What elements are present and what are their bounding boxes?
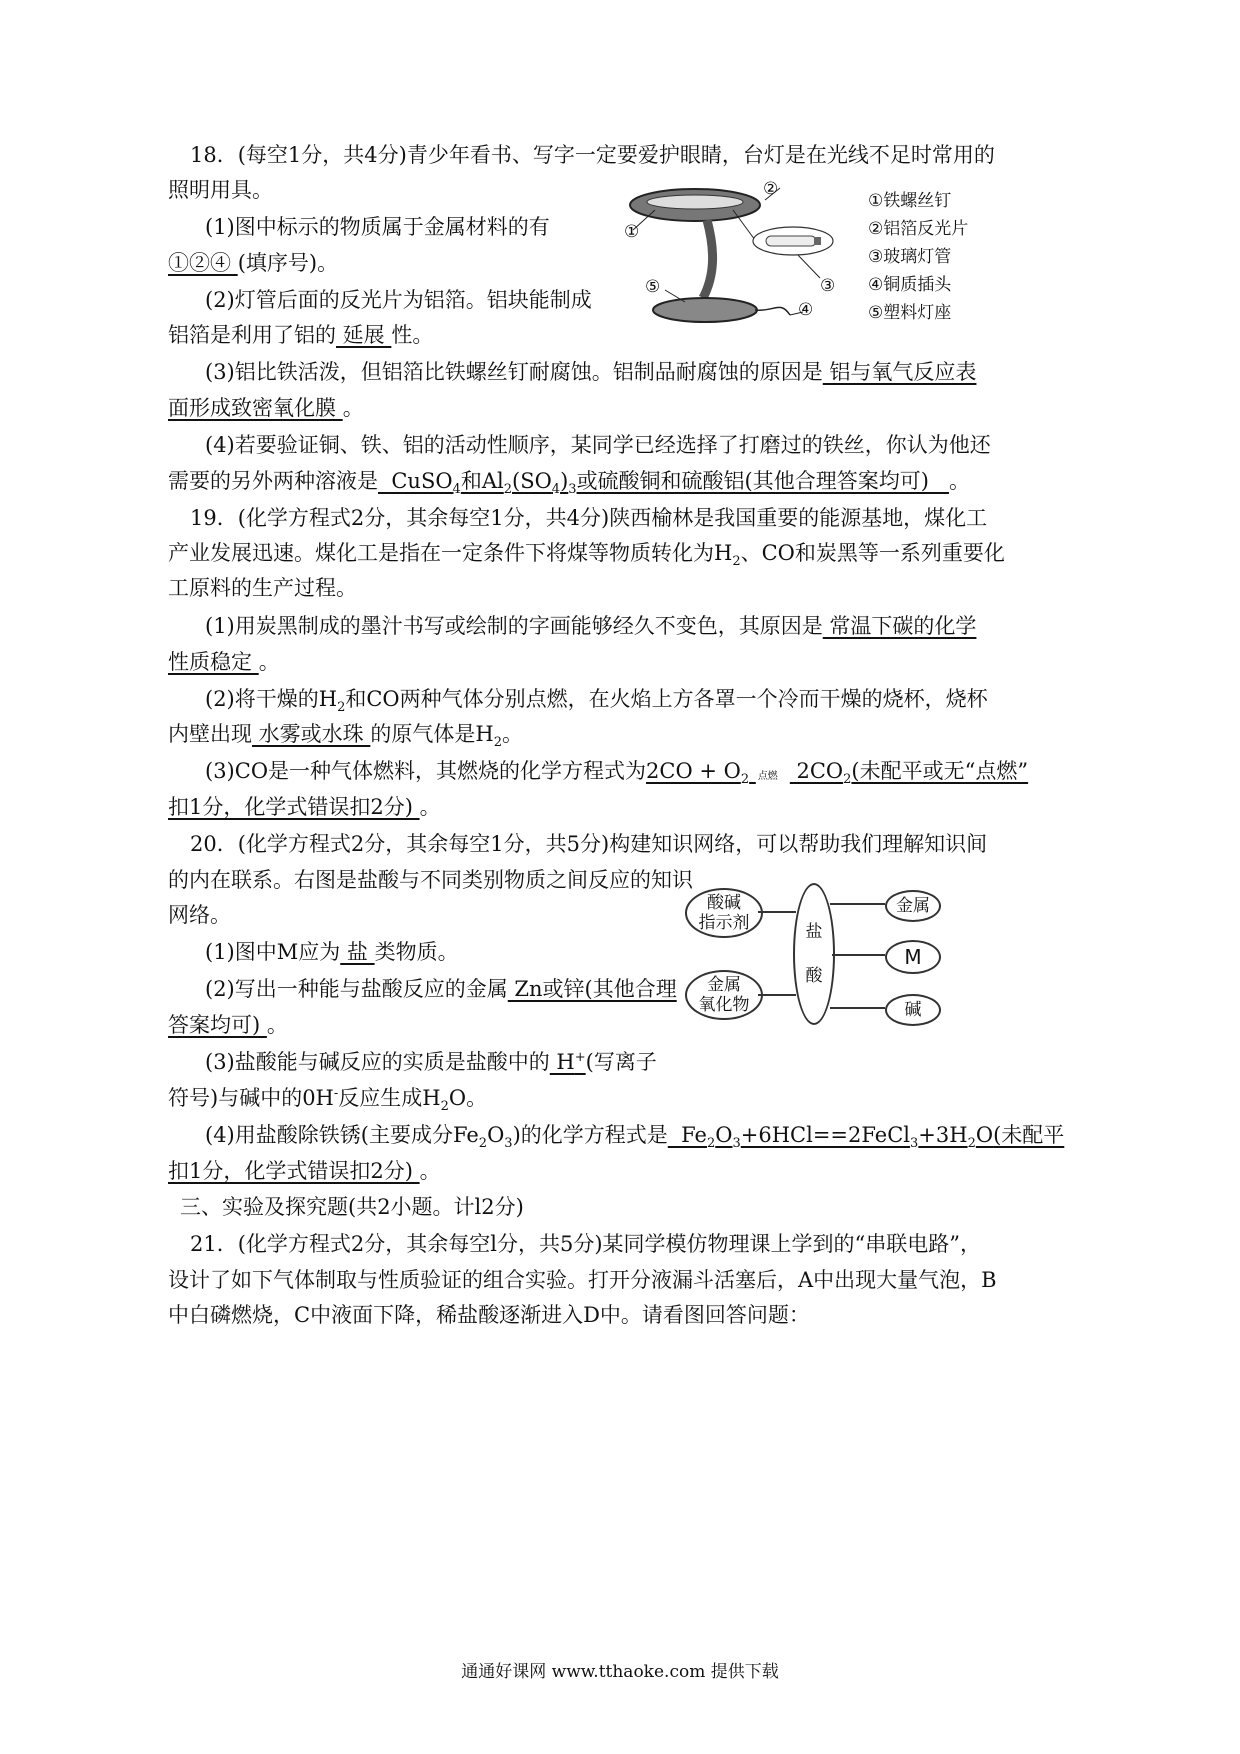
footer-credit: 通通好课网 www.tthaoke.com 提供下载: [461, 1662, 779, 1682]
node-metal: 金属: [885, 890, 941, 922]
q19-part1: (1)用炭黑制成的墨汁书写或绘制的字画能够经久不变色，其原因是 常温下碳的化学: [205, 614, 977, 638]
q18-answer2: 延展: [336, 323, 392, 347]
q18-line1: 18．(每空1分，共4分)青少年看书、写字一定要爱护眼睛，台灯是在光线不足时常用的: [190, 143, 995, 167]
q18-part2-answer-line: 铝箔是利用了铝的 延展 性。: [168, 323, 434, 347]
q19-part1-cont: 性质稳定 。: [168, 650, 280, 674]
node-hydrochloric-acid: 盐 酸: [793, 883, 835, 1025]
q19-part2-cont: 内壁出现 水雾或水珠 的原气体是$H_2$。: [168, 722, 523, 751]
q18-answer4: CuSO$_4$和$Al_2(SO_4)_3$或硫酸铜和硫酸铝(其他合理答案均可): [378, 469, 949, 498]
q19-answer1a: 常温下碳的化学: [822, 614, 977, 638]
q20-part2-cont: 答案均可) 。: [168, 1013, 288, 1037]
q18-part4: (4)若要验证铜、铁、铝的活动性顺序，某同学已经选择了打磨过的铁丝，你认为他还: [205, 433, 991, 457]
q19-part2: (2)将干燥的$H_2$和CO两种气体分别点燃，在火焰上方各罩一个冷而干燥的烧杯，烧杯: [205, 687, 988, 716]
q20-line2: 的内在联系。右图是盐酸与不同类别物质之间反应的知识: [168, 868, 693, 892]
q21-line3: 中白磷燃烧，C中液面下降，稀盐酸逐渐进入D中。请看图回答问题：: [168, 1303, 810, 1327]
q19-equation: $2CO + O_2$ 点燃 $2CO_2$(未配平或无“点燃”: [646, 759, 1028, 783]
lamp-callout-4: ④: [798, 300, 814, 320]
node-base: 碱: [885, 994, 941, 1026]
q20-equation: $Fe_2O_3+6HCl==2FeCl_3+3H_2O$(未配平: [667, 1123, 1065, 1152]
lamp-callout-1: ①: [624, 222, 640, 242]
q18-answer3a: 铝与氧气反应表: [822, 360, 977, 384]
lamp-callout-3: ③: [820, 276, 836, 296]
section3-title: 三、实验及探究题(共2小题。计l2分): [180, 1195, 524, 1219]
q18-part3-cont: 面形成致密氧化膜 。: [168, 396, 364, 420]
q18-part1: (1)图中标示的物质属于金属材料的有: [205, 215, 550, 239]
node-m: M: [885, 940, 941, 974]
q20-part4-cont: 扣1分，化学式错误扣2分) 。: [168, 1159, 441, 1183]
q19-line1: 19．(化学方程式2分，其余每空1分，共4分)陕西榆林是我国重要的能源基地，煤化工: [190, 506, 988, 530]
q20-line3: 网络。: [168, 903, 231, 927]
q18-answer3b: 面形成致密氧化膜: [168, 396, 343, 420]
q18-part1-answer-line: ①②④ (填序号)。: [168, 251, 339, 275]
q19-part3-cont: 扣1分，化学式错误扣2分) 。: [168, 795, 441, 819]
lamp-legend-5: ⑤塑料灯座: [868, 303, 952, 323]
lamp-callout-5: ⑤: [645, 277, 661, 297]
q19-line2: 产业发展迅速。煤化工是指在一定条件下将煤等物质转化为$H_2$、CO和炭黑等一系列重要化: [168, 541, 1005, 570]
q19-eq-condition: 点燃: [757, 771, 778, 782]
q19-line3: 工原料的生产过程。: [168, 576, 357, 600]
q20-part4: (4)用盐酸除铁锈(主要成分$Fe_2O_3$)的化学方程式是 $Fe_2O_3+6HCl==2FeCl_3+3H_2O$(未配平: [205, 1123, 1065, 1152]
q20-part2: (2)写出一种能与盐酸反应的金属 Zn或锌(其他合理: [205, 977, 677, 1001]
lamp-legend-2: ②铝箔反光片: [868, 219, 969, 239]
glass-tube-inset: [752, 225, 834, 257]
q19-answer1b: 性质稳定: [168, 650, 259, 674]
q20-part3: (3)盐酸能与碱反应的实质是盐酸中的 H+(写离子: [205, 1050, 657, 1074]
q18-answer1: ①②④: [168, 251, 238, 275]
q20-answer3: H+: [549, 1050, 586, 1074]
q20-part1: (1)图中M应为 盐 类物质。: [205, 940, 459, 964]
q18-part4-answer-line: 需要的另外两种溶液是 CuSO$_4$和$Al_2(SO_4)_3$或硫酸铜和硫酸铝(其他合理答案均可) 。: [168, 469, 970, 498]
lamp-callout-2: ②: [763, 179, 779, 199]
q18-part3: (3)铝比铁活泼，但铝箔比铁螺丝钉耐腐蚀。铝制品耐腐蚀的原因是 铝与氧气反应表: [205, 360, 977, 384]
node-metal-oxide: 金属 氧化物: [685, 970, 763, 1020]
node-indicator: 酸碱 指示剂: [685, 888, 763, 938]
q19-part3: (3)CO是一种气体燃料，其燃烧的化学方程式为$2CO + O_2$ 点燃 $2CO_2$(未配平或无“点燃”: [205, 756, 1028, 786]
q18-line2: 照明用具。: [168, 178, 273, 202]
q20-part3-cont: 符号)与碱中的0H-反应生成$H_2O$。: [168, 1086, 488, 1115]
q21-line1: 21．(化学方程式2分，其余每空l分，共5分)某同学模仿物理课上学到的“串联电路”，: [190, 1232, 982, 1256]
q19-answer2: 水雾或水珠: [252, 722, 371, 746]
q20-line1: 20．(化学方程式2分，其余每空1分，共5分)构建知识网络，可以帮助我们理解知识间: [190, 832, 988, 856]
lamp-legend-3: ③玻璃灯管: [868, 247, 952, 267]
q20-answer2b: 答案均可): [168, 1013, 267, 1037]
lamp-legend-4: ④铜质插头: [868, 275, 952, 295]
q20-answer2a: Zn或锌(其他合理: [507, 977, 677, 1001]
q20-answer1: 盐: [340, 940, 375, 964]
q18-part2: (2)灯管后面的反光片为铝箔。铝块能制成: [205, 288, 592, 312]
lamp-legend-1: ①铁螺丝钉: [868, 191, 952, 211]
q21-line2: 设计了如下气体制取与性质验证的组合实验。打开分液漏斗活塞后，A中出现大量气泡，B: [168, 1268, 997, 1292]
